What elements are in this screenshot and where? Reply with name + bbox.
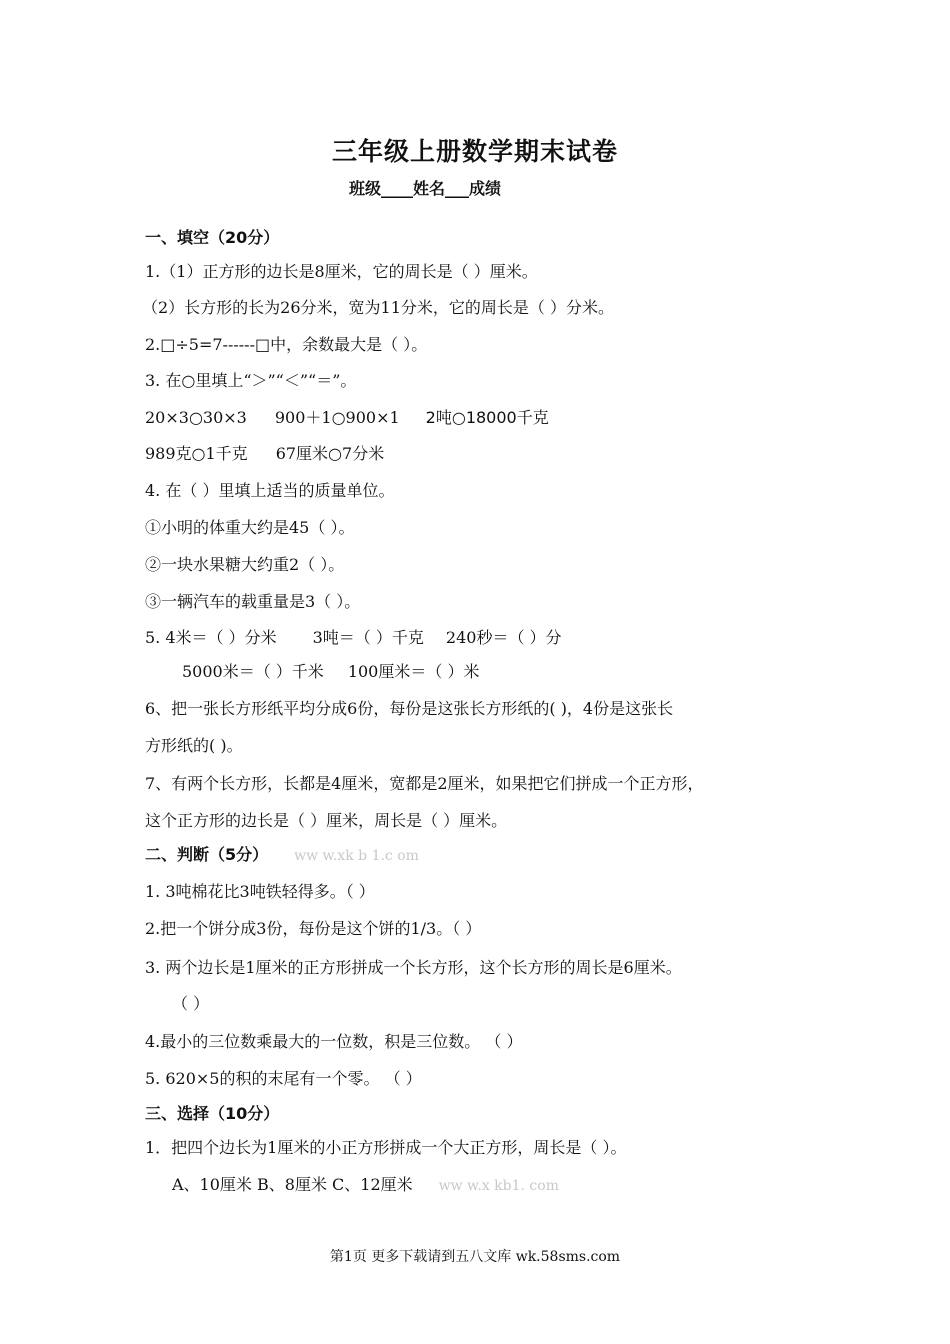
question-line: 4.最小的三位数乘最大的一位数，积是三位数。 （ ） [145, 1032, 523, 1051]
question-line: 7、有两个长方形，长都是4厘米，宽都是2厘米，如果把它们拼成一个正方形， [145, 774, 704, 793]
question-line: 5. 620×5的积的末尾有一个零。 （ ） [145, 1069, 422, 1088]
question-line: ②一块水果糖大约重2（ ）。 [145, 555, 345, 574]
comparison-item: 900＋1○900×1 [274, 408, 400, 427]
conversion-row [145, 628, 562, 648]
student-info-line: 班级____姓名___成绩 [348, 179, 501, 198]
comparison-item: 67厘米○7分米 [275, 444, 385, 463]
choice-row [172, 1175, 559, 1196]
question-line: 3. 在○里填上“＞”“＜”“＝”。 [145, 371, 357, 390]
question-line: ①小明的体重大约是45（ ）。 [145, 518, 355, 537]
question-line: ③一辆汽车的载重量是3（ ）。 [145, 592, 361, 611]
comparison-item: 2吨○18000千克 [425, 408, 549, 427]
conversion-item: 5. 4米＝（ ）分米 [145, 628, 277, 647]
page-footer: 第1页 更多下载请到五八文库 wk.58sms.com [329, 1249, 621, 1265]
question-line: 6、把一张长方形纸平均分成6份，每份是这张长方形纸的( )，4份是这张长 [145, 699, 674, 718]
page-title: 三年级上册数学期末试卷 [331, 137, 618, 166]
question-line: （ ） [172, 994, 210, 1013]
watermark-text: ww w.xk b 1.c om [294, 848, 419, 864]
section-1-heading: 一、填空（20分） [145, 228, 280, 247]
question-line: 4. 在（ ）里填上适当的质量单位。 [145, 481, 395, 500]
question-line: 2.把一个饼分成3份，每份是这个饼的1/3。（ ） [145, 919, 482, 938]
comparison-row [145, 408, 549, 428]
question-line: 1．把四个边长为1厘米的小正方形拼成一个大正方形，周长是（ ）。 [145, 1138, 627, 1157]
conversion-item: 240秒＝（ ）分 [445, 628, 562, 647]
question-line: 2.□÷5=7------□中，余数最大是（ ）。 [145, 335, 428, 354]
section-2-heading-row [145, 845, 419, 866]
conversion-row [182, 662, 479, 682]
question-line: （2）长方形的长为26分米，宽为11分米，它的周长是（ ）分米。 [142, 298, 614, 317]
question-line: 方形纸的( )。 [145, 736, 243, 755]
question-line: 3. 两个边长是1厘米的正方形拼成一个长方形，这个长方形的周长是6厘米。 [145, 958, 682, 977]
comparison-row [145, 444, 384, 464]
question-line: 1.（1）正方形的边长是8厘米，它的周长是（ ）厘米。 [145, 262, 538, 281]
section-3-heading: 三、选择（10分） [145, 1104, 280, 1123]
conversion-item: 5000米＝（ ）千米 [182, 662, 324, 681]
question-line: 这个正方形的边长是（ ）厘米，周长是（ ）厘米。 [145, 811, 508, 830]
watermark-text: ww w.x kb1. com [438, 1178, 559, 1194]
choice-options: A、10厘米 B、8厘米 C、12厘米 [172, 1175, 413, 1194]
comparison-item: 20×3○30×3 [145, 408, 247, 427]
question-line: 1. 3吨棉花比3吨铁轻得多。（ ） [145, 882, 375, 901]
comparison-item: 989克○1千克 [145, 444, 248, 463]
section-2-heading: 二、判断（5分） [145, 845, 269, 864]
conversion-item: 3吨＝（ ）千克 [312, 628, 424, 647]
conversion-item: 100厘米＝（ ）米 [347, 662, 480, 681]
